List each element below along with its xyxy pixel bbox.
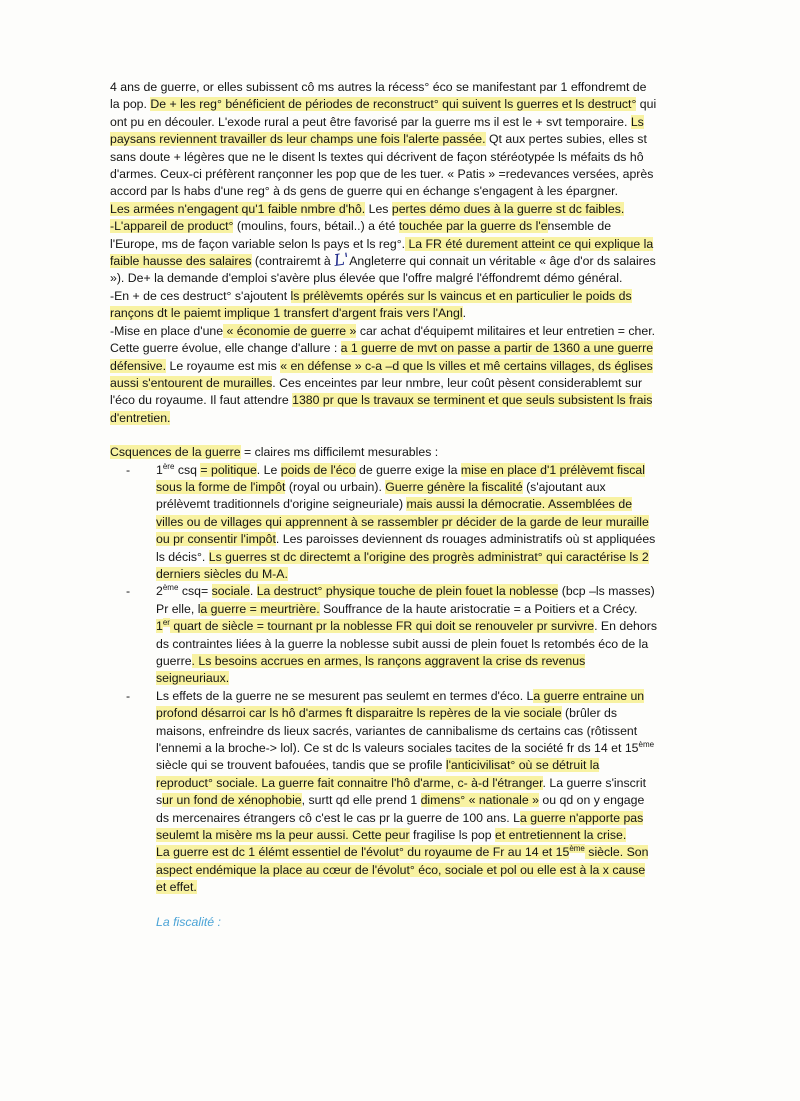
text-span: qui ont pu en découler. L'exode rural a peut être favorisé par la guerre ms il est le + svt temporaire. xyxy=(110,97,657,129)
highlighted-text: Csquences de la guerre xyxy=(110,445,241,460)
superscript: ème xyxy=(569,844,585,854)
highlighted-text: a guerre entraine un profond désarroi car ls hô d'armes ft disparaitre ls repères de la vie sociale xyxy=(156,688,645,721)
highlighted-text: l'anticivilisat° où se détruit la reproduct° sociale. La guerre fait connaitre l'hô d'arme, c- à-d l'étranger xyxy=(156,758,600,790)
consequences-list xyxy=(110,462,658,897)
highlighted-text: mise en place d'1 prélèvemt fiscal sous la forme de l'impôt xyxy=(156,462,645,494)
section-title-fiscalite: La fiscalité : xyxy=(156,914,221,929)
text-span: . En dehors ds contraintes liées à la guerre la noblesse subit aussi de plein fouet ls retombés éco de la guerre xyxy=(156,619,657,668)
superscript: ère xyxy=(162,461,175,471)
text-span: Les xyxy=(365,201,392,216)
text-span: Le royaume est mis xyxy=(166,358,281,373)
highlighted-text: 1380 pr que ls travaux se terminent et que seuls subsistent ls frais d'entretien. xyxy=(110,393,653,425)
text-span: . Le xyxy=(256,462,281,477)
document-body xyxy=(110,79,658,931)
highlighted-text: mais aussi la démocratie. Assemblées de villes ou de villages qui apprennent à se rassembler pr décider de la garde de leur muraille ou pr consentir l'impôt xyxy=(156,497,649,547)
paragraph-demography xyxy=(110,79,658,201)
text-span: Qt aux pertes subies, elles st sans doute + légères que ne le disent ls textes qui décrivent de façon stéréotypée ls méfaits ds hô d'armes. Ceux-ci préfèrent rançonner les pop que de les tuer. « Patis » =redevances versées, après accord par ls habs d'une reg° à ds gens de guerre qui en échange s'engagent à les épargner. xyxy=(110,132,654,199)
highlighted-text: La FR été durement atteint ce qui explique la faible hausse des salaires xyxy=(110,236,654,269)
highlighted-text: sociale xyxy=(211,584,250,599)
highlighted-text: « en défense » c-a –d que ls villes et mê certains villages, ds églises aussi s'entourent de murailles xyxy=(110,358,653,390)
text-span: nsemble de l'Europe, ms de façon variable selon ls pays et ls reg°. xyxy=(110,219,612,251)
highlighted-text: Guerre génère la fiscalité xyxy=(385,479,523,494)
text-span: (royal ou urbain). xyxy=(285,479,386,494)
text-span: Angleterre qui connait un véritable « âge d'or ds salaires »). De+ la demande d'emploi s'avère plus élevée que l'offre malgré l'éffondremt démo général. xyxy=(110,254,656,286)
text-span: ou qd on y engage ds mercenaires étrangers cô c'est le cas pr la guerre de 100 ans. L xyxy=(156,793,645,825)
text-span: Souffrance de la haute aristocratie = a Poitiers et a Crécy. xyxy=(319,601,638,616)
social-line-3 xyxy=(156,618,658,688)
highlighted-text: De + les reg° bénéficient de périodes de reconstruct° qui suivent ls guerres et ls destruct° xyxy=(150,97,637,112)
list-dash: - xyxy=(126,688,131,703)
social-line-1 xyxy=(156,583,658,600)
paragraph-consequences-heading xyxy=(110,444,658,461)
text-span: (s'ajoutant aux prélèvemt traditionnels d'origine seigneuriale) xyxy=(156,479,606,512)
text-span: = claires ms difficilemt mesurables : xyxy=(240,445,439,460)
paragraph-armies xyxy=(110,201,658,218)
text-span: (moulins, fours, bétail..) a été xyxy=(233,219,399,234)
list-item-social xyxy=(110,583,658,687)
text-span: Ls effets de la guerre ne se mesurent pas seulemt en termes d'éco. L xyxy=(156,688,534,703)
list-dash: - xyxy=(126,584,131,599)
text-span: car achat d'équipemt militaires et leur entretien = cher. Cette guerre évolue, elle change d'allure : xyxy=(110,323,656,356)
highlighted-text: dimens° « nationale » xyxy=(420,793,539,808)
highlighted-text: Ls paysans reviennent travailler ds leur champs une fois l'alerte passée. xyxy=(110,114,644,147)
highlighted-text: . Ls besoins accrues en armes, ls rançons aggravent la crise ds revenus seigneuriaux. xyxy=(156,654,586,686)
highlighted-text: Ls guerres st dc directemt a l'origine des progrès administrat° qui caractérise ls 2 derniers siècles du M-A. xyxy=(156,549,649,581)
paragraph-ransoms xyxy=(110,288,658,323)
highlighted-text: ls prélèvemts opérés sur ls vaincus et en particulier le poids ds rançons dt le paiemt implique 1 transfert d'argent frais vers l'Angl xyxy=(110,288,632,321)
effects-line-2 xyxy=(156,844,658,896)
text-span: -En + de ces destruct° s'ajoutent xyxy=(110,288,291,303)
highlighted-text: a guerre n'apporte pas seulemt la misère ms la peur aussi. Cette peur xyxy=(156,810,644,843)
highlighted-text: quart de siècle = tournant pr la noblesse FR qui doit se renouveler pr survivre xyxy=(169,619,595,634)
text-span: (brûler ds maisons, enfreindre ds lieux sacrés, variantes de cannibalisme ds certains cas (rôtissent l'ennemi a la broche-> lol). Ce st dc ls valeurs sociales tacites de la société fr ds 14 et 15 xyxy=(156,706,639,756)
highlighted-text: Les armées n'engagent qu'1 faible nmbre d'hô. xyxy=(110,201,366,216)
text-span: . La guerre s'inscrit s xyxy=(156,775,647,808)
highlighted-text: poids de l'éco xyxy=(280,462,356,477)
superscript: er xyxy=(162,618,170,628)
text-span: 4 ans de guerre, or elles subissent cô ms autres la récess° éco se manifestant par 1 effondremt de la pop. xyxy=(110,80,647,112)
highlighted-text: 1 xyxy=(156,619,163,634)
handwritten-correction: L' xyxy=(332,249,351,271)
list-item-political xyxy=(110,462,658,584)
highlighted-text: pertes démo dues à la guerre st dc faibles. xyxy=(391,201,625,216)
text-span: . Les paroisses deviennent ds rouages administratifs où st appliquées ls décis°. xyxy=(156,532,656,564)
highlighted-text: a guerre = meurtrière. xyxy=(200,601,320,616)
text-span: , surtt qd elle prend 1 xyxy=(301,793,421,808)
highlighted-text: ur un fond de xénophobie xyxy=(162,793,302,808)
text-span: csq= xyxy=(178,584,212,599)
paragraph-war-economy xyxy=(110,323,658,427)
text-span: 1 xyxy=(156,462,163,477)
text-span: . xyxy=(462,306,467,321)
highlighted-text: La destruct° physique touche de plein fouet la noblesse xyxy=(256,584,559,599)
text-span: (contrairemt à xyxy=(251,254,335,269)
list-dash: - xyxy=(126,462,131,477)
text-span: 2 xyxy=(156,584,163,599)
list-item-effects xyxy=(110,688,658,897)
highlighted-text: -L'appareil de product° xyxy=(110,219,234,234)
superscript: ème xyxy=(162,583,179,593)
highlighted-text: = politique xyxy=(200,462,257,477)
superscript: ème xyxy=(638,739,655,749)
highlighted-text: La guerre est dc 1 élémt essentiel de l'évolut° du royaume de Fr au 14 et 15 xyxy=(156,845,570,860)
paragraph-production xyxy=(110,218,658,288)
text-span: de guerre exige la xyxy=(355,462,461,477)
highlighted-text: siècle. Son aspect endémique la place au cœur de l'évolut° éco, sociale et pol ou elle est à la x cause et effet. xyxy=(156,845,649,895)
highlighted-text: « économie de guerre » xyxy=(223,323,357,338)
highlighted-text: et entretiennent la crise. xyxy=(495,828,627,843)
paragraph-gap xyxy=(110,427,658,444)
text-span: fragilise ls pop xyxy=(409,828,495,843)
highlighted-text: a 1 guerre de mvt on passe a partir de 1360 a une guerre défensive. xyxy=(110,341,654,373)
effects-line-1 xyxy=(156,688,658,845)
text-span: siècle qui se trouvent bafouées, tandis que se profile xyxy=(156,758,446,773)
text-span: -Mise en place d'une xyxy=(110,323,224,338)
text-span: . Ces enceintes par leur nmbre, leur coût pèsent considerablemt sur l'éco du royaume. Il faut attendre xyxy=(110,375,643,408)
text-span: csq xyxy=(174,462,201,477)
highlighted-text: touchée par la guerre ds l'e xyxy=(398,219,548,234)
social-line-2 xyxy=(156,601,658,618)
text-span: Pr elle, l xyxy=(156,601,201,616)
text-span: (bcp –ls masses) xyxy=(558,584,655,599)
text-span: . xyxy=(249,584,257,599)
